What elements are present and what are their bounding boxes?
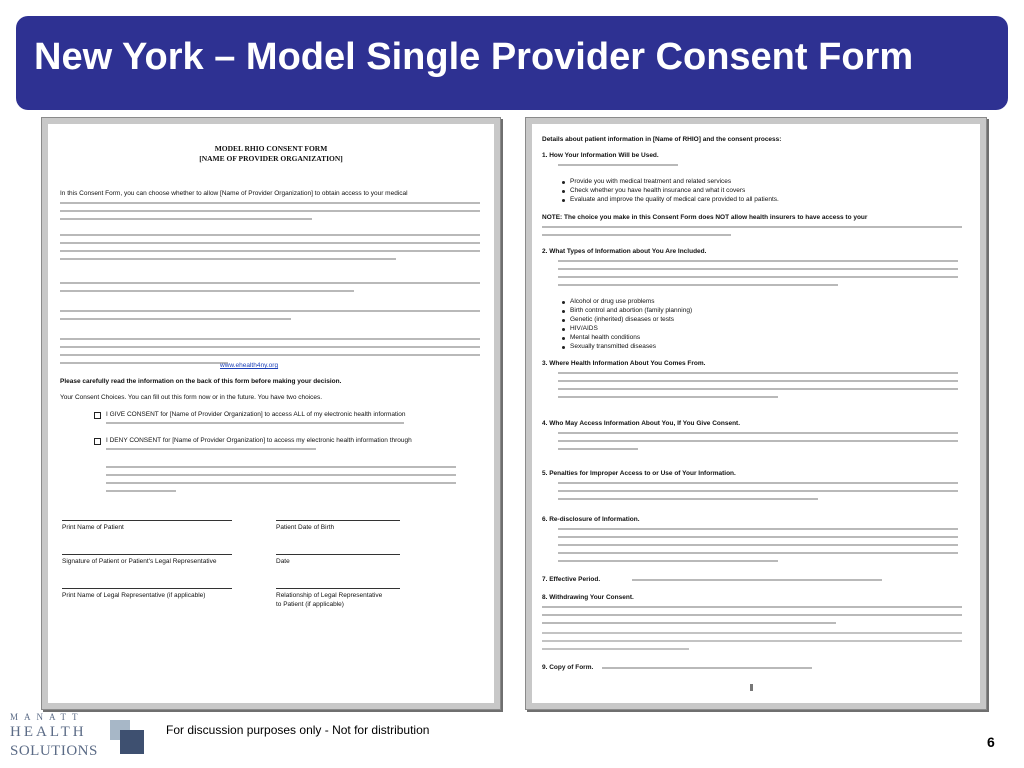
- paragraph-2-lines: [60, 234, 480, 266]
- section-8-lines: [542, 606, 962, 630]
- website-link[interactable]: www.ehealth4ny.org: [220, 362, 279, 369]
- give-consent-text: I GIVE CONSENT for [Name of Provider Organization] to access ALL of my electronic health information: [106, 411, 406, 418]
- bullet: [562, 328, 565, 331]
- details-heading: Details about patient information in [Name of RHIO] and the consent process:: [542, 136, 782, 143]
- bullet: [562, 310, 565, 313]
- bullet: [562, 199, 565, 202]
- section-5-heading: 5. Penalties for Improper Access to or Use of Your Information.: [542, 470, 736, 477]
- section-4-heading: 4. Who May Access Information About You, If You Give Consent.: [542, 420, 741, 427]
- signature-line: [62, 554, 232, 555]
- logo-line-3: SOLUTIONS: [10, 743, 98, 759]
- page-marker: [750, 684, 753, 691]
- list-2-item: Birth control and abortion (family planning): [570, 307, 693, 314]
- bullet: [562, 181, 565, 184]
- list-2-item: Genetic (inherited) diseases or tests: [570, 316, 675, 323]
- organizations-note-lines: [542, 632, 962, 656]
- section-3-lines: [558, 372, 958, 404]
- paragraph-3-lines: [60, 282, 480, 298]
- logo-line-2: HEALTH: [10, 724, 87, 740]
- logo-line-1: MANATT: [10, 712, 84, 722]
- page-paper: [532, 124, 980, 703]
- consent-form-back-page: [525, 117, 987, 710]
- logo-square-dark: [120, 730, 144, 754]
- footer-disclaimer: For discussion purposes only - Not for distribution: [166, 723, 430, 737]
- deny-consent-text: I DENY CONSENT for [Name of Provider Organization] to access my electronic health information through: [106, 437, 412, 444]
- page-paper: [48, 124, 494, 703]
- list-2-item: HIV/AIDS: [570, 325, 598, 332]
- label-date: Date: [276, 558, 290, 565]
- bullet: [562, 301, 565, 304]
- section-2-heading: 2. What Types of Information about You Are Included.: [542, 248, 707, 255]
- section-7-heading: 7. Effective Period.: [542, 576, 601, 583]
- careful-read-note: Please carefully read the information on the back of this form before making your decision.: [60, 378, 342, 385]
- bullet: [562, 319, 565, 322]
- relationship-line: [276, 588, 400, 589]
- section-2-lines: [558, 260, 958, 292]
- label-legal-rep: Print Name of Legal Representative (if applicable): [62, 592, 206, 599]
- list-2-item: Sexually transmitted diseases: [570, 343, 656, 350]
- list-1-item: Check whether you have health insurance and what it covers: [570, 187, 746, 194]
- section-5-lines: [558, 482, 958, 506]
- label-relationship-2: to Patient (if applicable): [276, 601, 344, 608]
- deny-consent-lines: [106, 448, 456, 456]
- give-consent-lines: [106, 422, 456, 430]
- slide-title: New York – Model Single Provider Consent Form: [34, 36, 914, 78]
- slide-page-number: 6: [987, 734, 995, 750]
- list-1-item: Evaluate and improve the quality of medical care provided to all patients.: [570, 196, 779, 203]
- date-line: [276, 554, 400, 555]
- section-1-heading: 1. How Your Information Will be Used.: [542, 152, 659, 159]
- form-subtitle: [NAME OF PROVIDER ORGANIZATION]: [199, 154, 343, 163]
- intro-paragraph-lines: [60, 202, 480, 226]
- section-3-heading: 3. Where Health Information About You Comes From.: [542, 360, 706, 367]
- section-7-lines: [632, 579, 882, 587]
- consent-choices-intro: Your Consent Choices. You can fill out this form now or in the future. You have two choices.: [60, 394, 323, 401]
- deny-consent-checkbox[interactable]: [94, 438, 101, 445]
- bullet: [562, 190, 565, 193]
- section-1-lines: [558, 164, 958, 172]
- label-dob: Patient Date of Birth: [276, 524, 335, 531]
- unless-note-lines: [106, 466, 456, 498]
- section-4-lines: [558, 432, 958, 456]
- form-title: MODEL RHIO CONSENT FORM: [214, 144, 328, 153]
- health-insurer-note: NOTE: The choice you make in this Consent Form does NOT allow health insurers to have access to your: [542, 214, 868, 221]
- label-relationship: Relationship of Legal Representative: [276, 592, 383, 599]
- list-2-item: Alcohol or drug use problems: [570, 298, 655, 305]
- note-lines: [542, 226, 962, 242]
- manatt-health-solutions-logo: [10, 712, 150, 762]
- label-print-name: Print Name of Patient: [62, 524, 124, 531]
- patient-name-line: [62, 520, 232, 521]
- list-1-item: Provide you with medical treatment and related services: [570, 178, 732, 185]
- bullet: [562, 346, 565, 349]
- section-9-lines: [602, 667, 812, 675]
- consent-form-front-page: [41, 117, 501, 710]
- section-6-lines: [558, 528, 958, 568]
- bullet: [562, 337, 565, 340]
- paragraph-4-lines: [60, 310, 480, 326]
- give-consent-checkbox[interactable]: [94, 412, 101, 419]
- dob-line: [276, 520, 400, 521]
- title-bar: [16, 16, 1008, 110]
- section-9-heading: 9. Copy of Form.: [542, 664, 594, 671]
- section-6-heading: 6. Re-disclosure of Information.: [542, 516, 640, 523]
- legal-rep-line: [62, 588, 232, 589]
- list-2-item: Mental health conditions: [570, 334, 641, 341]
- label-signature: Signature of Patient or Patient's Legal Representative: [62, 558, 217, 565]
- intro-paragraph-first-line: In this Consent Form, you can choose whether to allow [Name of Provider Organization] to obtain access to your medical: [60, 190, 408, 197]
- section-8-heading: 8. Withdrawing Your Consent.: [542, 594, 634, 601]
